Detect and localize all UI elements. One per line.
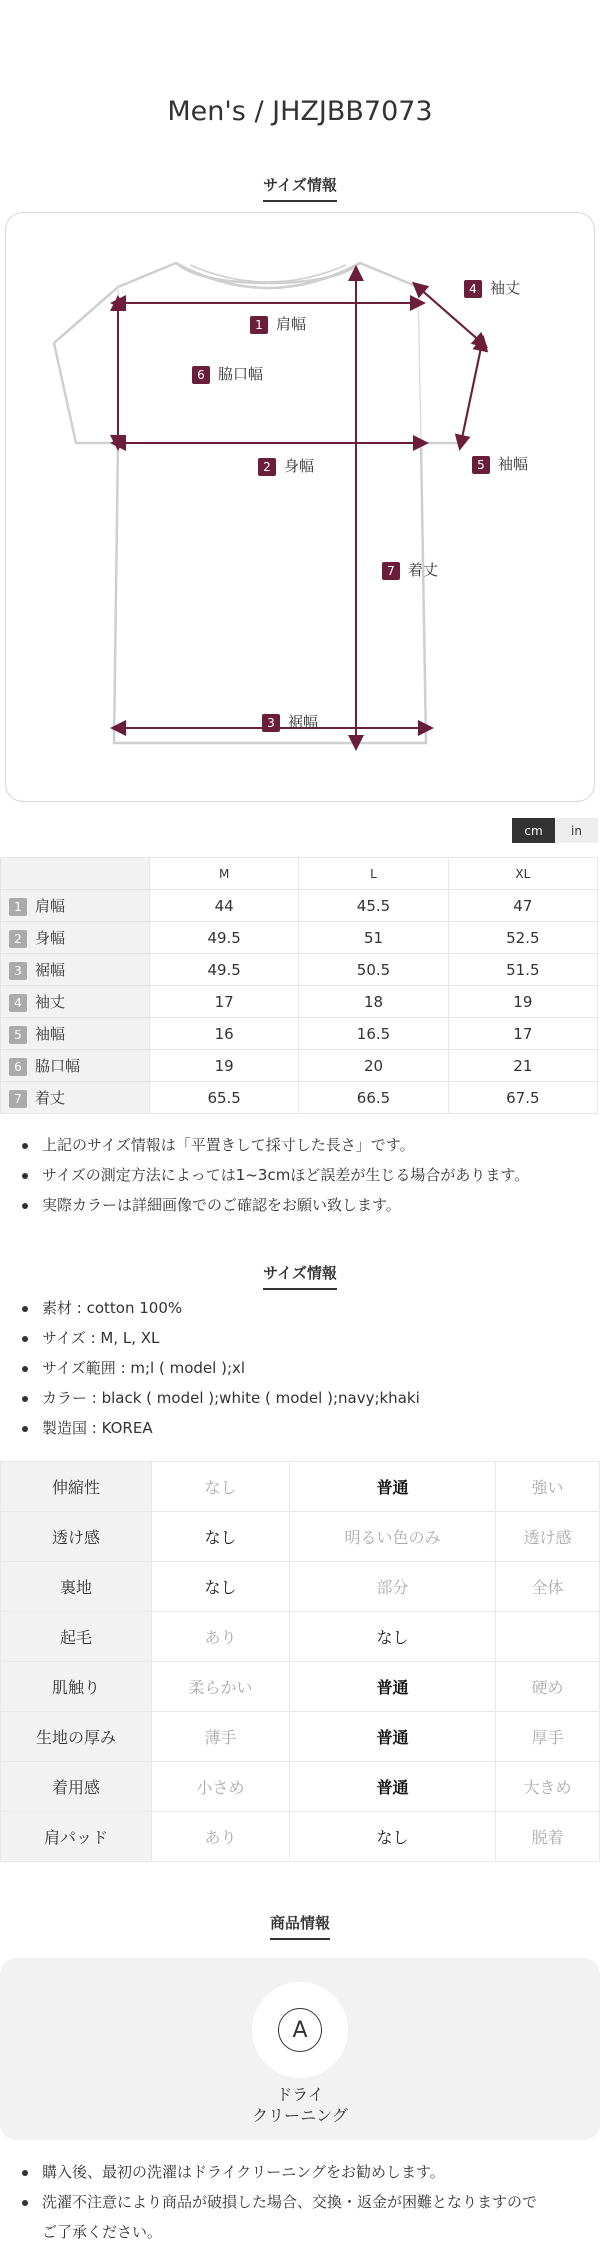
info-heading: サイズ情報: [0, 1262, 600, 1290]
col-header: L: [299, 858, 448, 890]
attr-option: なし: [152, 1462, 290, 1512]
attr-label: 起毛: [1, 1612, 152, 1662]
table-cell: 18: [299, 986, 448, 1018]
attr-option-selected: なし: [152, 1512, 290, 1562]
table-cell: 44: [150, 890, 299, 922]
attr-option: 強い: [495, 1462, 599, 1512]
table-row: [1, 1612, 600, 1662]
list-item: サイズ範囲 : m;l ( model );xl: [22, 1353, 420, 1383]
dry-clean-symbol: A: [278, 2008, 322, 2052]
attr-option: 厚手: [495, 1712, 599, 1762]
list-item: サイズの測定方法によっては1~3cmほど誤差が生じる場合があります。: [22, 1160, 529, 1190]
table-row: [1, 890, 598, 922]
unit-toggle: [512, 818, 598, 843]
row-label: 2 身幅: [1, 922, 150, 954]
attr-option: あり: [152, 1612, 290, 1662]
table-cell: 16: [150, 1018, 299, 1050]
dry-clean-icon: [252, 1982, 348, 2078]
table-cell: 50.5: [299, 954, 448, 986]
diagram-label-hem: 3 裾幅: [262, 711, 318, 732]
table-row: [1, 1712, 600, 1762]
attr-option: あり: [152, 1812, 290, 1862]
table-cell: 65.5: [150, 1082, 299, 1114]
attr-option: 全体: [495, 1562, 599, 1612]
attr-option-selected: なし: [290, 1612, 496, 1662]
col-header: XL: [448, 858, 597, 890]
list-item: 実際カラーは詳細画像でのご確認をお願い致します。: [22, 1190, 529, 1220]
diagram-label-sleeve-length: 4 袖丈: [464, 277, 520, 298]
table-cell: 51.5: [448, 954, 597, 986]
list-item: 素材 : cotton 100%: [22, 1293, 420, 1323]
table-cell: 20: [299, 1050, 448, 1082]
corner-cell: [1, 858, 150, 890]
row-label: 4 袖丈: [1, 986, 150, 1018]
unit-in-button[interactable]: in: [555, 818, 598, 843]
list-item-continuation: ご了承ください。: [42, 2223, 163, 2241]
table-row: [1, 1050, 598, 1082]
size-table: [0, 857, 598, 1114]
attr-option: 透け感: [495, 1512, 599, 1562]
table-cell: 19: [448, 986, 597, 1018]
diagram-label-sleeve-width: 5 袖幅: [472, 453, 528, 474]
attr-option: 柔らかい: [152, 1662, 290, 1712]
attr-label: 裏地: [1, 1562, 152, 1612]
table-cell: 49.5: [150, 922, 299, 954]
table-cell: 21: [448, 1050, 597, 1082]
product-heading: 商品情報: [0, 1912, 600, 1940]
sleeve-width-line: [461, 343, 482, 443]
attr-option: 脱着: [495, 1812, 599, 1862]
col-header: M: [150, 858, 299, 890]
list-item: 製造国 : KOREA: [22, 1413, 420, 1443]
attr-option: 明るい色のみ: [290, 1512, 496, 1562]
care-notes: [22, 2157, 537, 2247]
diagram-label-armhole: 6 脇口幅: [192, 363, 263, 384]
table-row: [1, 1462, 600, 1512]
attr-label: 肌触り: [1, 1662, 152, 1712]
list-item: カラー : black ( model );white ( model );navy;khaki: [22, 1383, 420, 1413]
table-row: [1, 922, 598, 954]
table-row: [1, 986, 598, 1018]
table-cell: 45.5: [299, 890, 448, 922]
attr-option-selected: 普通: [290, 1462, 496, 1512]
list-item: 洗濯不注意により商品が破損した場合、交換・返金が困難となりますので: [22, 2187, 537, 2217]
attr-option: 部分: [290, 1562, 496, 1612]
table-cell: 66.5: [299, 1082, 448, 1114]
row-label: 7 着丈: [1, 1082, 150, 1114]
attr-option: [495, 1612, 599, 1662]
table-cell: 52.5: [448, 922, 597, 954]
table-cell: 19: [150, 1050, 299, 1082]
table-cell: 51: [299, 922, 448, 954]
table-row: [1, 1562, 600, 1612]
table-row: [1, 1762, 600, 1812]
row-label: 5 袖幅: [1, 1018, 150, 1050]
attr-label: 透け感: [1, 1512, 152, 1562]
unit-cm-button[interactable]: cm: [512, 818, 555, 843]
attr-label: 着用感: [1, 1762, 152, 1812]
attr-label: 肩パッド: [1, 1812, 152, 1862]
table-row: [1, 1082, 598, 1114]
list-item: 上記のサイズ情報は「平置きして採寸した長さ」です。: [22, 1130, 529, 1160]
attr-option-selected: 普通: [290, 1712, 496, 1762]
table-cell: 67.5: [448, 1082, 597, 1114]
diagram-label-chest: 2 身幅: [258, 455, 314, 476]
table-row: [1, 1018, 598, 1050]
attr-option: 小さめ: [152, 1762, 290, 1812]
table-cell: 16.5: [299, 1018, 448, 1050]
table-row: [1, 1512, 600, 1562]
size-heading: サイズ情報: [0, 174, 600, 202]
row-label: 1 肩幅: [1, 890, 150, 922]
size-diagram: [5, 212, 595, 802]
table-cell: 47: [448, 890, 597, 922]
care-label: ドライ クリーニング: [252, 2085, 348, 2125]
attr-option-selected: なし: [290, 1812, 496, 1862]
row-label: 3 裾幅: [1, 954, 150, 986]
attr-option: 薄手: [152, 1712, 290, 1762]
size-table-header: [1, 858, 598, 890]
page-title: Men's / JHZJBB7073: [167, 96, 433, 127]
care-panel: [0, 1958, 600, 2140]
attribute-table: [0, 1461, 600, 1862]
attr-option-selected: 普通: [290, 1662, 496, 1712]
attr-option: 大きめ: [495, 1762, 599, 1812]
table-row: [1, 1812, 600, 1862]
table-row: [1, 1662, 600, 1712]
info-list: [22, 1293, 420, 1443]
attr-option-selected: なし: [152, 1562, 290, 1612]
attr-label: 生地の厚み: [1, 1712, 152, 1762]
list-item: 購入後、最初の洗濯はドライクリーニングをお勧めします。: [22, 2157, 537, 2187]
attr-label: 伸縮性: [1, 1462, 152, 1512]
table-cell: 17: [150, 986, 299, 1018]
row-label: 6 脇口幅: [1, 1050, 150, 1082]
list-item: サイズ : M, L, XL: [22, 1323, 420, 1353]
attr-option-selected: 普通: [290, 1762, 496, 1812]
table-cell: 49.5: [150, 954, 299, 986]
table-row: [1, 954, 598, 986]
attr-option: 硬め: [495, 1662, 599, 1712]
diagram-label-length: 7 着丈: [382, 559, 438, 580]
size-notes: [22, 1130, 529, 1220]
diagram-label-shoulder: 1 肩幅: [250, 313, 306, 334]
table-cell: 17: [448, 1018, 597, 1050]
